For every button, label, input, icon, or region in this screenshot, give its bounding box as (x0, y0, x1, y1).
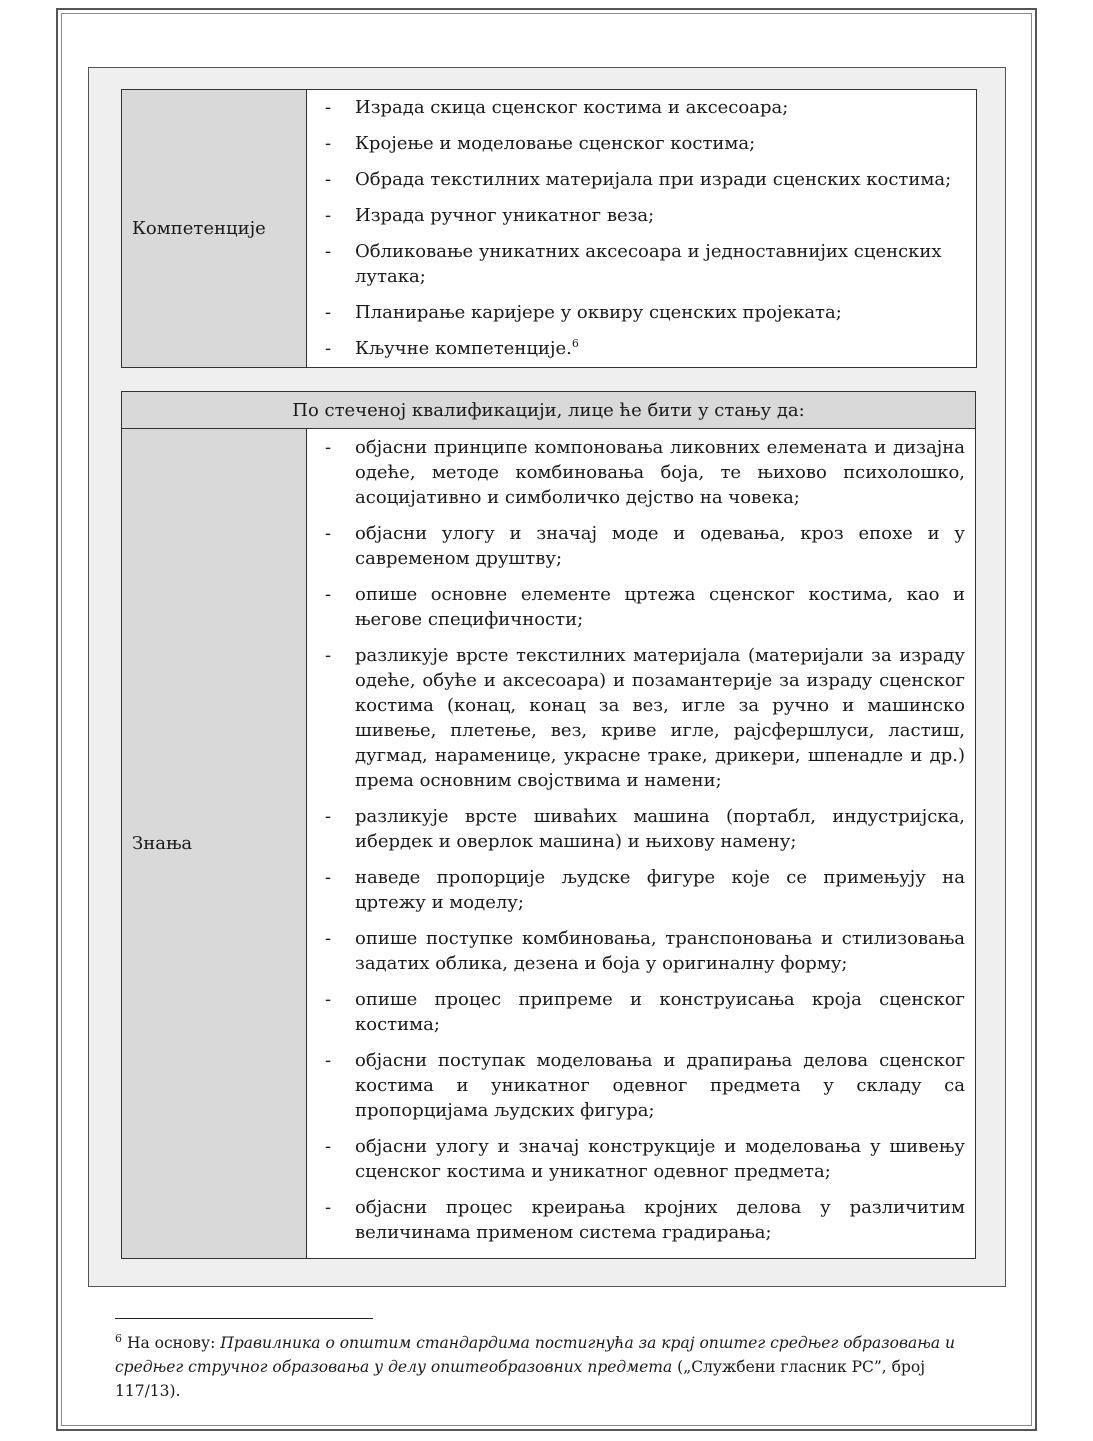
list-item (321, 865, 965, 915)
list-item-text: Обрада текстилних материјала при изради сценских костима; (355, 168, 952, 190)
list-item-text: објасни процес креирања кројних делова у различитим величинама применом система градирања; (355, 1197, 965, 1243)
list-item-text: објасни улогу и значај моде и одевања, кроз епохе и у савременом друштву; (355, 523, 965, 569)
list-item (321, 521, 965, 571)
dash-bullet: - (325, 928, 332, 949)
list-item (321, 987, 965, 1037)
list-item-text: опише процес припреме и конструисања кроја сценског костима; (355, 989, 965, 1035)
footnote-reference: 6 (571, 336, 579, 350)
list-item (321, 926, 965, 976)
list-item-text: опише поступке комбиновања, транспоновања и стилизовања задатих облика, дезена и боја у оригиналну форму; (355, 928, 965, 974)
list-item (321, 239, 966, 289)
dash-bullet: - (325, 337, 332, 359)
competencies-table (121, 89, 977, 368)
list-item (321, 1195, 965, 1245)
list-item-text: разликује врсте текстилних материјала (материјали за израду одеће, обуће и аксесоара) и позамантерије за израду сценског костима (конац, конац за вез, игле за ручно и машинско шивење, плетење, вез, криве игле, рајсфершлуси, ластиш, дугмад, нараменице, украсне траке, дрикери, шпенадле и др.) према основним својствима и намени; (355, 645, 965, 791)
knowledge-label: Знања (122, 429, 307, 1259)
dash-bullet: - (325, 301, 332, 323)
list-item-text: објасни улогу и значај конструкције и моделовања у шивењу сценског костима и уникатног одевног предмета; (355, 1136, 965, 1182)
knowledge-list-cell (307, 429, 976, 1259)
list-item-text: објасни поступак моделовања и драпирања делова сценског костима и уникатног одевног предмета у складу са пропорцијама људских фигура; (355, 1050, 965, 1121)
dash-bullet: - (325, 584, 332, 605)
list-item-text: Израда ручног уникатног веза; (355, 204, 655, 226)
list-item-text: Обликовање уникатних аксесоара и једноставнијих сценских лутака; (355, 240, 942, 287)
list-item-text: Кључне компетенције. (355, 337, 572, 359)
list-item (321, 300, 966, 325)
list-item-text: разликује врсте шиваћих машина (портабл, индустријска, ибердек и оверлок машина) и њихову намену; (355, 806, 965, 852)
list-item (321, 131, 966, 156)
footnote-number: 6 (115, 1331, 122, 1345)
knowledge-table (121, 391, 976, 1259)
list-item (321, 167, 966, 192)
list-item (321, 1048, 965, 1123)
footnote (115, 1331, 995, 1403)
dash-bullet: - (325, 132, 332, 154)
list-item (321, 1134, 965, 1184)
knowledge-header: По стеченој квалификацији, лице ће бити у стању да: (122, 392, 976, 429)
dash-bullet: - (325, 437, 332, 458)
list-item (321, 203, 966, 228)
footnote-source-title: Правилника о општим стандардима постигнућа за крај општег средњег образовања и средњег стручног образовања у делу општеобразовних предмета (115, 1334, 955, 1376)
dash-bullet: - (325, 240, 332, 262)
dash-bullet: - (325, 806, 332, 827)
dash-bullet: - (325, 1136, 332, 1157)
list-item (321, 643, 965, 793)
dash-bullet: - (325, 168, 332, 190)
list-item (321, 435, 965, 510)
dash-bullet: - (325, 204, 332, 226)
list-item-text: објасни принципе компоновања ликовних елемената и дизајна одеће, методе комбиновања боја, те њихово психолошко, асоцијативно и симболичко дејство на човека; (355, 437, 965, 508)
dash-bullet: - (325, 989, 332, 1010)
competencies-list (321, 95, 966, 361)
list-item (321, 336, 966, 361)
footnote-suffix: („Службени гласник РС”, број 117/13). (115, 1358, 926, 1400)
competencies-list-cell (307, 90, 977, 368)
list-item (321, 582, 965, 632)
list-item (321, 804, 965, 854)
dash-bullet: - (325, 1050, 332, 1071)
dash-bullet: - (325, 523, 332, 544)
dash-bullet: - (325, 867, 332, 888)
list-item-text: Кројење и моделовање сценског костима; (355, 132, 756, 154)
footnote-prefix: На основу: (126, 1334, 221, 1352)
competencies-label: Компетенције (122, 90, 307, 368)
list-item-text: опише основне елементе цртежа сценског костима, као и његове специфичности; (355, 584, 965, 630)
dash-bullet: - (325, 1197, 332, 1218)
list-item-text: Израда скица сценског костима и аксесоара; (355, 96, 789, 118)
dash-bullet: - (325, 96, 332, 118)
list-item-text: Планирање каријере у оквиру сценских пројеката; (355, 301, 842, 323)
dash-bullet: - (325, 645, 332, 666)
knowledge-list (321, 435, 965, 1245)
list-item-text: наведе пропорције људске фигуре које се примењују на цртежу и моделу; (355, 867, 965, 913)
list-item (321, 95, 966, 120)
footnote-separator (115, 1318, 373, 1319)
